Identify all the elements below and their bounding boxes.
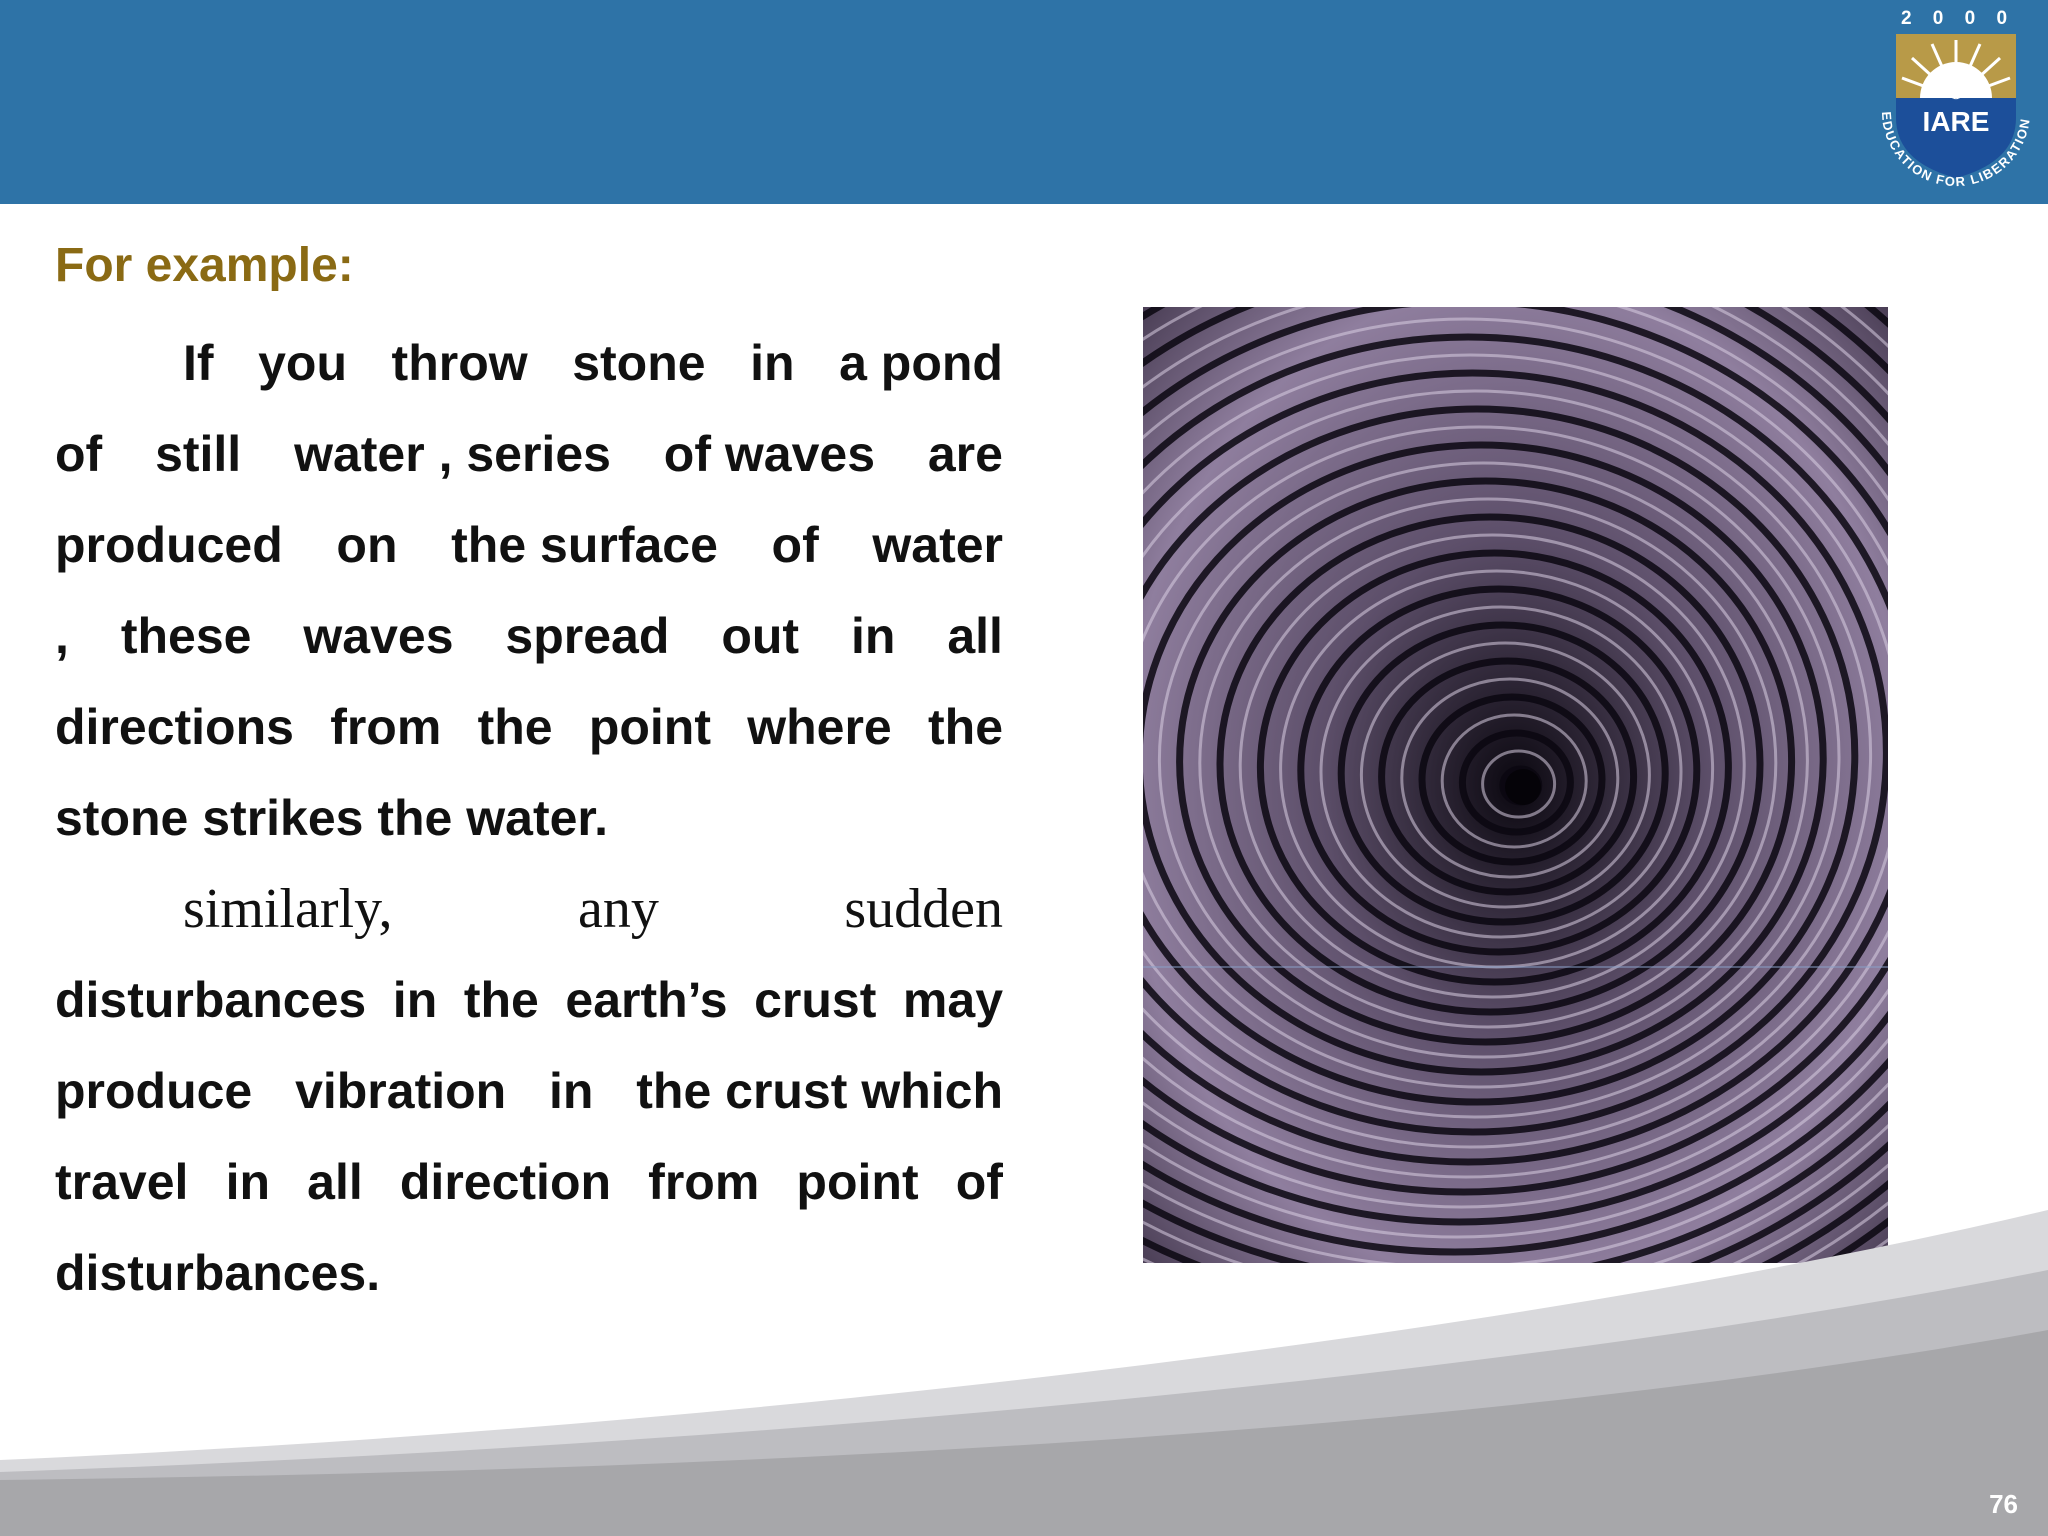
text-word: similarly, bbox=[183, 878, 393, 940]
footer-swoosh bbox=[0, 1180, 2048, 1536]
text-word: , bbox=[55, 608, 69, 664]
text-line bbox=[55, 409, 1003, 500]
text-word: any bbox=[577, 878, 659, 940]
text-word: the surface bbox=[451, 517, 718, 573]
text-line bbox=[55, 591, 1003, 682]
body-text bbox=[55, 318, 1003, 1319]
text-word: you bbox=[258, 335, 347, 391]
section-heading: For example: bbox=[55, 239, 354, 292]
text-line bbox=[55, 682, 1003, 773]
text-word: travel bbox=[55, 1154, 189, 1210]
text-word: the bbox=[463, 972, 539, 1028]
text-line bbox=[55, 318, 1003, 409]
text-word: of waves bbox=[663, 426, 876, 482]
logo-year: 2 0 0 0 bbox=[1900, 8, 2016, 29]
text-word: stone bbox=[572, 335, 706, 391]
text-word: in bbox=[225, 1154, 271, 1210]
water-ripple-photo bbox=[1143, 307, 1888, 1263]
text-word: the crust which bbox=[636, 1063, 1003, 1119]
text-word: crust bbox=[754, 972, 877, 1028]
text-word: from bbox=[330, 699, 442, 755]
text-word: water bbox=[872, 517, 1003, 573]
page-number: 76 bbox=[1989, 1489, 2018, 1519]
text-word: on bbox=[336, 517, 398, 573]
iare-logo bbox=[1860, 0, 2048, 204]
text-word: are bbox=[927, 426, 1003, 482]
text-word: the bbox=[928, 699, 1003, 755]
text-word: of bbox=[955, 1154, 1003, 1210]
text-word: from bbox=[648, 1154, 760, 1210]
text-word: point bbox=[796, 1154, 919, 1210]
text-word: stone strikes the water. bbox=[55, 790, 609, 846]
text-word: waves bbox=[303, 608, 454, 664]
text-word: where bbox=[747, 699, 892, 755]
text-word: all bbox=[947, 608, 1003, 664]
text-word: sudden bbox=[844, 878, 1003, 940]
text-word: spread bbox=[505, 608, 670, 664]
text-word: these bbox=[120, 608, 252, 664]
text-word: the bbox=[477, 699, 553, 755]
text-word: may bbox=[902, 972, 1003, 1028]
text-line bbox=[55, 500, 1003, 591]
text-word: in bbox=[392, 972, 438, 1028]
text-word: in bbox=[850, 608, 896, 664]
text-word: of bbox=[771, 517, 819, 573]
text-word: throw bbox=[391, 335, 528, 391]
text-word: earth’s bbox=[565, 972, 728, 1028]
text-word: of bbox=[55, 426, 103, 482]
text-word: a pond bbox=[839, 335, 1003, 391]
text-word: If bbox=[183, 335, 214, 391]
text-word: all bbox=[307, 1154, 363, 1210]
paragraph-2-first-line bbox=[55, 864, 1003, 955]
text-word: in bbox=[750, 335, 795, 391]
text-word: directions bbox=[55, 699, 294, 755]
text-word: point bbox=[588, 699, 711, 755]
text-word: direction bbox=[399, 1154, 612, 1210]
logo-motto: EDUCATION FOR LIBERATION bbox=[1878, 111, 2033, 190]
text-word: still bbox=[155, 426, 242, 482]
ripple-center bbox=[1505, 769, 1541, 805]
text-line bbox=[55, 773, 1003, 864]
text-word: in bbox=[549, 1063, 594, 1119]
header-band bbox=[0, 0, 2048, 204]
text-word: out bbox=[721, 608, 800, 664]
text-word: produced bbox=[55, 517, 283, 573]
logo-name: IARE bbox=[1922, 106, 1990, 137]
text-word: disturbances bbox=[55, 972, 367, 1028]
text-line bbox=[55, 955, 1003, 1046]
paragraph-1 bbox=[55, 318, 1003, 864]
text-line bbox=[55, 1046, 1003, 1137]
text-word: vibration bbox=[295, 1063, 507, 1119]
text-word: produce bbox=[55, 1063, 253, 1119]
text-word: water , series bbox=[294, 426, 611, 482]
text-word: disturbances. bbox=[55, 1245, 381, 1301]
